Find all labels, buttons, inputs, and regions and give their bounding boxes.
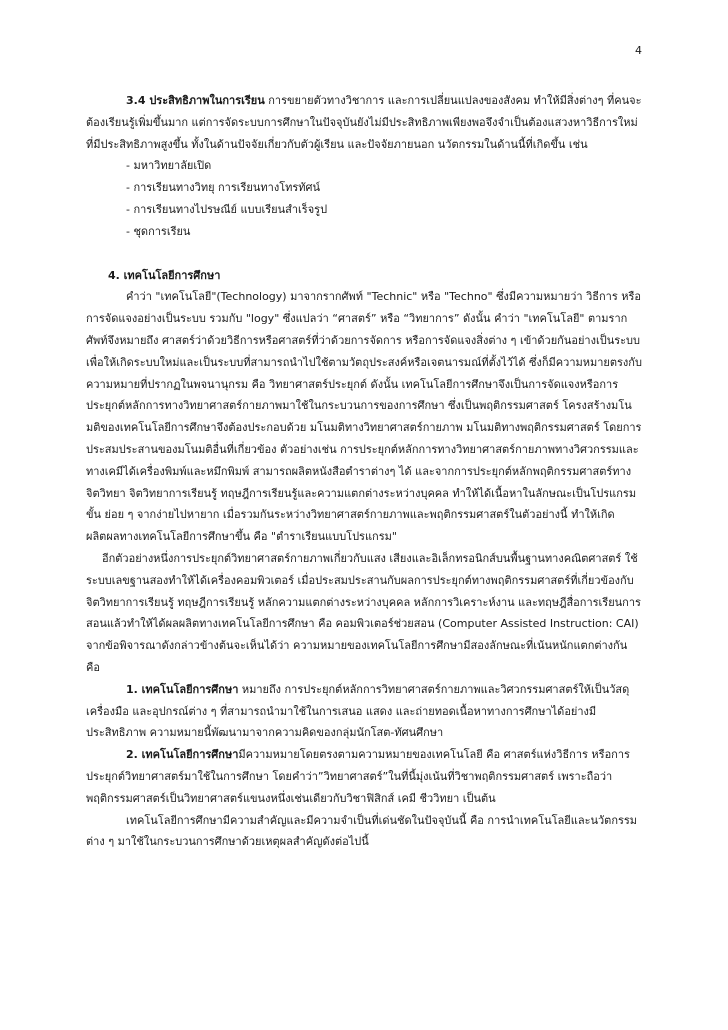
definition-2-text: มีความหมายโดยตรงตามความหมายของเทคโนโลยี คือ ศาสตร์แห่งวิธีการ หรือการประยุกต์วิทยาศาสตร์มาใช้ในการศึกษา โดยคำว่า”วิทยาศาสตร์”ในที่นี้มุ่งเน้นที่วิชาพฤติกรรมศาสตร์ เพราะถือว่าพฤติกรรมศาสตร์เป็นวิทยาศาสตร์แขนงหนึ่งเช่นเดียวกับวิชาฟิสิกส์ เคมี ชีววิทยา เป็นต้น (86, 748, 630, 805)
innovation-list (86, 155, 642, 242)
list-item: - การเรียนทางไปรษณีย์ แบบเรียนสำเร็จรูป (126, 202, 328, 216)
list-item: - มหาวิทยาลัยเปิด (126, 159, 212, 173)
definition-1 (86, 679, 642, 744)
section-3-4-heading: 3.4 ประสิทธิภาพในการเรียน (126, 94, 265, 107)
page-number: 4 (635, 44, 642, 57)
definition-1-text: หมายถึง การประยุกต์หลักการวิทยาศาสตร์กายภาพและวิศวกรรมศาสตร์ให้เป็นวัสดุ เครื่องมือ และอุปกรณ์ต่าง ๆ ที่สามารถนำมาใช้ในการเสนอ แสดง และถ่ายทอดเนื้อหาทางการศึกษาได้อย่างมีประสิทธิภาพ ความหมายนี้พัฒนามาจากความคิดของกลุ่มนักโสต-ทัศนศึกษา (86, 682, 630, 740)
list-item: - ชุดการเรียน (126, 224, 191, 238)
section-4-paragraph-1: คำว่า "เทคโนโลยี"(Technology) มาจากรากศัพท์ "Technic" หรือ "Techno" ซึ่งมีความหมายว่า วิธีการ หรือการจัดแจงอย่างเป็นระบบ รวมกับ "logy" ซึ่งแปลว่า “ศาสตร์” หรือ “วิทยาการ” ดังนั้น คำว่า "เทคโนโลยี" ตามรากศัพท์จึงหมายถึง ศาสตร์ว่าด้วยวิธีการหรือศาสตร์ที่ว่าด้วยการจัดการ หรือการจัดแจงสิ่งต่าง ๆ เข้าด้วยกันอย่างเป็นระบบ เพื่อให้เกิดระบบใหม่และเป็นระบบที่สามารถนำไปใช้ตามวัตถุประสงค์หรือเจตนารมณ์ที่ตั้งไว้ได้ ซึ่งก็มีความหมายตรงกับความหมายที่ปรากฏในพจนานุกรม คือ วิทยาศาสตร์ประยุกต์ ดังนั้น เทคโนโลยีการศึกษาจึงเป็นการจัดแจงหรือการประยุกต์หลักการทางวิทยาศาสตร์กายภาพมาใช้ในกระบวนการของการศึกษา ซึ่งเป็นพฤติกรรมศาสตร์ โครงสร้างมโนมติของเทคโนโลยีการศึกษาจึงต้องประกอบด้วย มโนมติทางวิทยาศาสตร์กายภาพ มโนมติทางพฤติกรรมศาสตร์ โดยการประสมประสานของมโนมติอื่นที่เกี่ยวข้อง ตัวอย่างเช่น การประยุกต์หลักการทางวิทยาศาสตร์กายภาพทางวิศวกรรมและทางเคมีได้เครื่องพิมพ์และหมึกพิมพ์ สามารถผลิตหนังสือตำราต่างๆ ได้ และจากการประยุกต์หลักพฤติกรรมศาสตร์ทางจิตวิทยา จิตวิทยาการเรียนรู้ ทฤษฎีการเรียนรู้และความแตกต่างระหว่างบุคคล ทำให้ได้เนื้อหาในลักษณะเป็นโปรแกรมขั้น ย่อย ๆ จากง่ายไปหายาก เมื่อรวมกันระหว่างวิทยาศาสตร์กายภาพและพฤติกรรมศาสตร์ในตัวอย่างนี้ ทำให้เกิดผลิตผลทางเทคโนโลยีการศึกษาขึ้น คือ "ตำราเรียนแบบโปรแกรม" (86, 290, 642, 544)
list-item: - การเรียนทางวิทยุ การเรียนทางโทรทัศน์ (126, 181, 321, 195)
section-4-paragraph-2: อีกตัวอย่างหนึ่งการประยุกต์วิทยาศาสตร์กายภาพเกี่ยวกับแสง เสียงและอิเล็กทรอนิกส์บนพื้นฐานทางคณิตศาสตร์ ใช้ระบบเลขฐานสองทำให้ได้เครื่องคอมพิวเตอร์ เมื่อประสมประสานกับผลการประยุกต์ทางพฤติกรรมศาสตร์ที่เกี่ยวข้องกับจิตวิทยาการเรียนรู้ ทฤษฎีการเรียนรู้ หลักความแตกต่างระหว่างบุคคล หลักการวิเคราะห์งาน และทฤษฎีสื่อการเรียนการสอนแล้วทำให้ได้ผลผลิตทางเทคโนโลยีการศึกษา คือ คอมพิวเตอร์ช่วยสอน (Computer Assisted Instruction: CAI) จากข้อพิจารณาดังกล่าวข้างต้นจะเห็นได้ว่า ความหมายของเทคโนโลยีการศึกษามีสองลักษณะที่เน้นหนักแตกต่างกัน คือ (86, 551, 641, 674)
spacer (86, 243, 642, 265)
definition-2-label: 2. เทคโนโลยีการศึกษา (126, 748, 239, 762)
document-body (86, 90, 642, 853)
definition-1-label: 1. เทคโนโลยีการศึกษา (126, 682, 239, 696)
section-3-4-text: การขยายตัวทางวิชาการ และการเปลี่ยนแปลงของสังคม ทำให้มีสิ่งต่างๆ ที่คนจะต้องเรียนรู้เพิ่มขึ้นมาก แต่การจัดระบบการศึกษาในปัจจุบันยังไม่มีประสิทธิภาพเพียงพอจึงจำเป็นต้องแสวงหาวิธีการใหม่ที่มีประสิทธิภาพสูงขึ้น ทั้งในด้านปัจจัยเกี่ยวกับตัวผู้เรียน และปัจจัยภายนอก นวัตกรรมในด้านนี้ที่เกิดขึ้น เช่น (86, 94, 642, 151)
section-3-4-paragraph (86, 90, 642, 155)
section-4-paragraph-3: เทคโนโลยีการศึกษามีความสำคัญและมีความจำเป็นที่เด่นชัดในปัจจุบันนี้ คือ การนำเทคโนโลยีและนวัตกรรมต่าง ๆ มาใช้ในกระบวนการศึกษาด้วยเหตุผลสำคัญดังต่อไปนี้ (86, 813, 638, 849)
definition-2 (86, 744, 642, 809)
section-4-heading: 4. เทคโนโลยีการศึกษา (108, 268, 221, 282)
